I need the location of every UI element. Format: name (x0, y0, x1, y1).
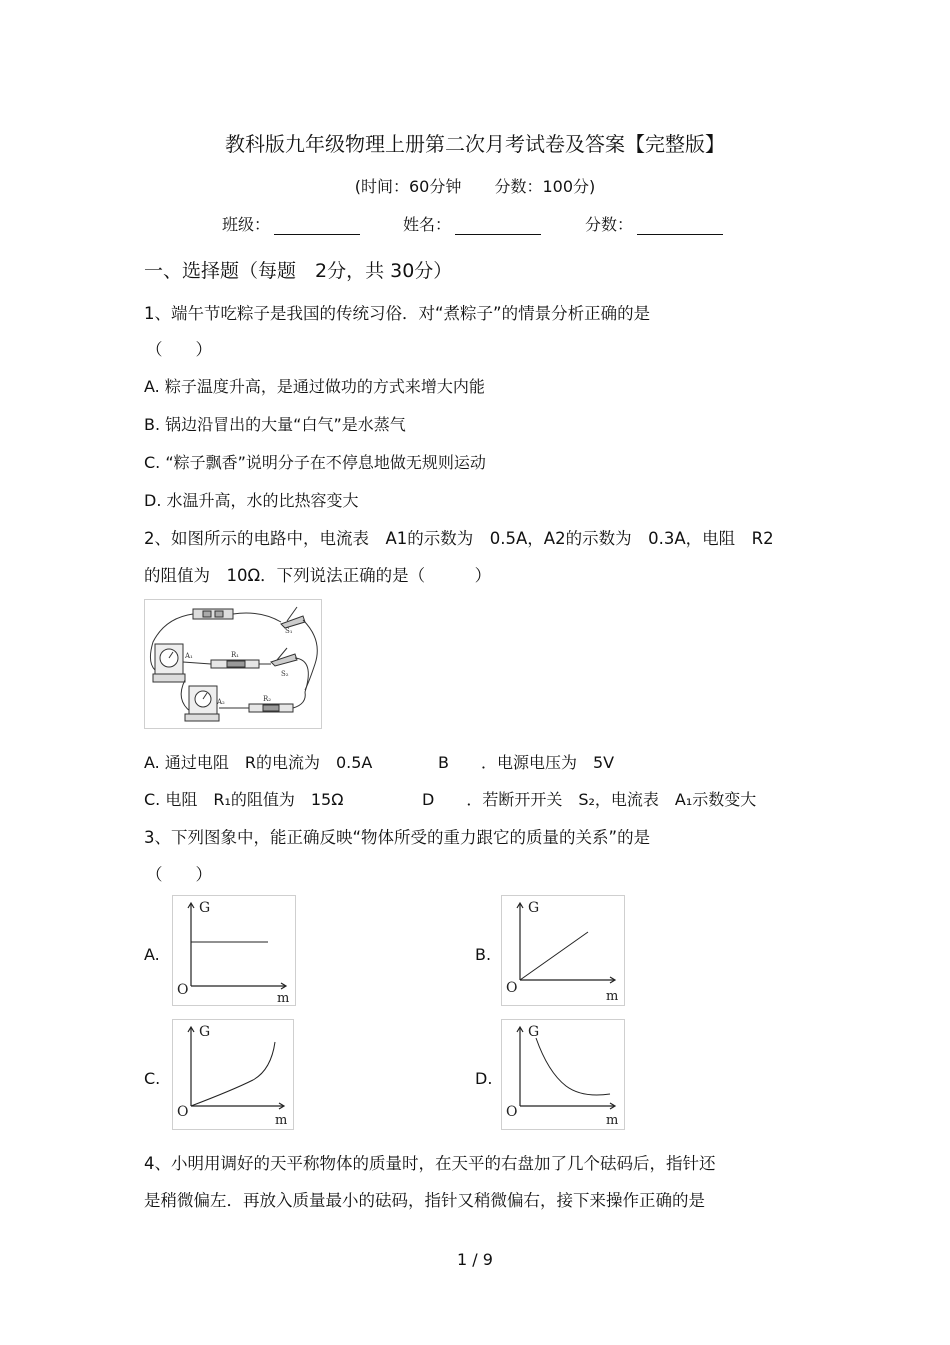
class-blank (274, 218, 360, 235)
graph-d (501, 1019, 625, 1130)
q2-option-d: D ．若断开开关 S₂，电流表 A₁示数变大 (422, 790, 757, 809)
graph-d-svg (502, 1020, 624, 1129)
score-blank (637, 218, 723, 235)
score-label: 分数： (585, 215, 634, 234)
graph-a-origin: O (177, 982, 189, 998)
label-r1: R₁ (231, 651, 240, 659)
page-number: 1 / 9 (457, 1250, 493, 1269)
label-a2: A₂ (217, 698, 225, 706)
graph-c-svg (173, 1020, 293, 1129)
page-title: 教科版九年级物理上册第二次月考试卷及答案【完整版】 (225, 132, 725, 156)
graph-b (501, 895, 625, 1006)
class-field (222, 212, 360, 235)
q3-option-c-label: C. (144, 1069, 161, 1088)
q1-option-b: B. 锅边沿冒出的大量“白气”是水蒸气 (144, 415, 406, 434)
label-s2: S₂ (281, 670, 289, 678)
exam-info (0, 174, 950, 197)
name-label: 姓名： (403, 215, 452, 234)
name-blank (455, 218, 541, 235)
graph-b-svg (502, 896, 624, 1005)
q1-option-a: A. 粽子温度升高，是通过做功的方式来增大内能 (144, 377, 485, 396)
circuit-figure (144, 599, 322, 729)
q2-option-a: A. 通过电阻 R的电流为 0.5A (144, 753, 373, 772)
graph-b-x-label: m (606, 989, 619, 1004)
label-a1: A₁ (185, 652, 193, 660)
class-label: 班级： (222, 215, 271, 234)
q2-stem-line1: 2、如图所示的电路中，电流表 A1的示数为 0.5A，A2的示数为 0.3A，电阻 R2 (144, 529, 774, 548)
q3-paren: （ ） (146, 865, 212, 884)
circuit-diagram (145, 600, 321, 728)
q3-option-b-label: B. (475, 945, 492, 964)
label-r2: R₂ (263, 695, 272, 703)
graph-c-origin: O (177, 1104, 189, 1120)
q2-option-c: C. 电阻 R₁的阻值为 15Ω (144, 790, 344, 809)
graph-d-y-label: G (528, 1024, 540, 1040)
graph-c-x-label: m (275, 1113, 288, 1128)
exam-time: (时间：60分钟 (354, 177, 462, 196)
graph-c (172, 1019, 294, 1130)
q2-stem-line2: 的阻值为 10Ω．下列说法正确的是（ ） (144, 566, 492, 585)
q1-option-c: C. “粽子飘香”说明分子在不停息地做无规则运动 (144, 453, 486, 472)
score-field (585, 212, 723, 235)
q3-option-a-label: A. (144, 945, 160, 964)
graph-b-origin: O (506, 980, 518, 996)
section-heading: 一、选择题（每题 2分，共 30分） (144, 260, 453, 282)
q1-stem: 1、端午节吃粽子是我国的传统习俗．对“煮粽子”的情景分析正确的是 (144, 304, 651, 323)
graph-d-origin: O (506, 1104, 518, 1120)
q1-option-d: D. 水温升高，水的比热容变大 (144, 491, 359, 510)
q4-line2: 是稍微偏左．再放入质量最小的砝码，指针又稍微偏右，接下来操作正确的是 (144, 1191, 705, 1210)
q3-option-d-label: D. (475, 1069, 493, 1088)
graph-d-x-label: m (606, 1113, 619, 1128)
q3-stem: 3、下列图象中，能正确反映“物体所受的重力跟它的质量的关系”的是 (144, 828, 651, 847)
graph-c-y-label: G (199, 1024, 211, 1040)
q2-option-b: B ．电源电压为 5V (438, 753, 615, 772)
graph-a-x-label: m (277, 991, 290, 1005)
graph-a (172, 895, 296, 1006)
graph-a-y-label: G (199, 900, 211, 916)
graph-b-y-label: G (528, 900, 540, 916)
exam-score: 分数：100分) (494, 177, 596, 196)
q1-paren: （ ） (146, 340, 212, 359)
name-field (403, 212, 541, 235)
label-s1: S₁ (285, 627, 293, 635)
q4-line1: 4、小明用调好的天平称物体的质量时，在天平的右盘加了几个砝码后，指针还 (144, 1154, 716, 1173)
graph-a-svg (173, 896, 295, 1005)
